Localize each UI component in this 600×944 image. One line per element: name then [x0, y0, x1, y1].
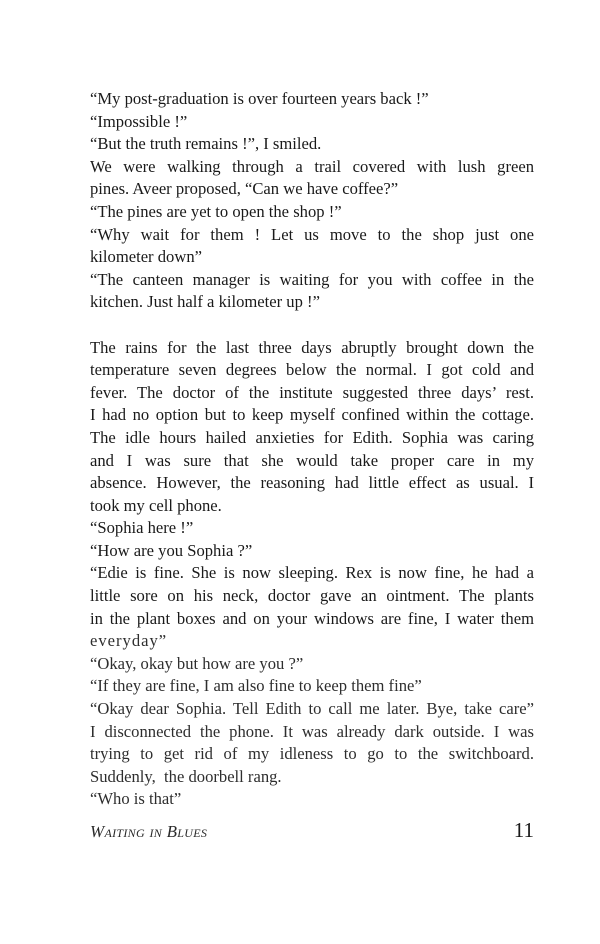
book-page-body — [90, 88, 534, 811]
text-line: kilometer down” — [90, 247, 202, 267]
text-line: “Why wait for them ! Let us move to the shop just one — [90, 224, 534, 244]
page-number: 11 — [513, 818, 534, 842]
text-line: “Edie is fine. She is now sleeping. Rex is now fine, he had a — [90, 563, 534, 583]
text-line: everyday” — [90, 631, 168, 651]
text-line: “How are you Sophia ?” — [90, 540, 253, 560]
text-line: “But the truth remains !”, I smiled. — [90, 134, 322, 154]
text-line: absence. However, the reasoning had little effect as usual. I — [90, 473, 534, 493]
text-line: pines. Aveer proposed, “Can we have coffee?” — [90, 179, 399, 199]
text-line: We were walking through a trail covered with lush green — [90, 156, 534, 176]
text-line: trying to get rid of my idleness to go to the switchboard. — [90, 744, 534, 764]
text-line: “Impossible !” — [90, 111, 188, 131]
paragraph-gap — [90, 314, 534, 337]
text-line: “Sophia here !” — [90, 518, 194, 538]
text-line: I had no option but to keep myself confined within the cottage. — [90, 405, 534, 425]
text-line: Suddenly, the doorbell rang. — [90, 766, 282, 786]
text-line: “Okay dear Sophia. Tell Edith to call me later. Bye, take care” — [90, 699, 534, 719]
text-line: little sore on his neck, doctor gave an ointment. The plants — [90, 586, 534, 606]
text-line: and I was sure that she would take proper care in my — [90, 450, 534, 470]
text-line: took my cell phone. — [90, 495, 222, 515]
text-line: “If they are fine, I am also fine to keep them fine” — [90, 676, 422, 696]
text-line: I disconnected the phone. It was already dark outside. I was — [90, 721, 534, 741]
text-line: fever. The doctor of the institute suggested three days’ rest. — [90, 382, 534, 402]
text-line: in the plant boxes and on your windows are fine, I water them — [90, 608, 534, 628]
page-footer — [90, 818, 534, 843]
text-line: “The pines are yet to open the shop !” — [90, 201, 342, 221]
text-line: “The canteen manager is waiting for you with coffee in the — [90, 269, 534, 289]
text-line: “My post-graduation is over fourteen years back !” — [90, 89, 429, 108]
text-line: temperature seven degrees below the normal. I got cold and — [90, 360, 534, 380]
running-title: Waiting in Blues — [90, 822, 208, 841]
text-line: kitchen. Just half a kilometer up !” — [90, 292, 320, 312]
text-line: “Who is that” — [90, 789, 182, 809]
text-line: The rains for the last three days abruptly brought down the — [90, 337, 534, 357]
text-line: The idle hours hailed anxieties for Edith. Sophia was caring — [90, 427, 534, 447]
text-line: “Okay, okay but how are you ?” — [90, 653, 304, 673]
